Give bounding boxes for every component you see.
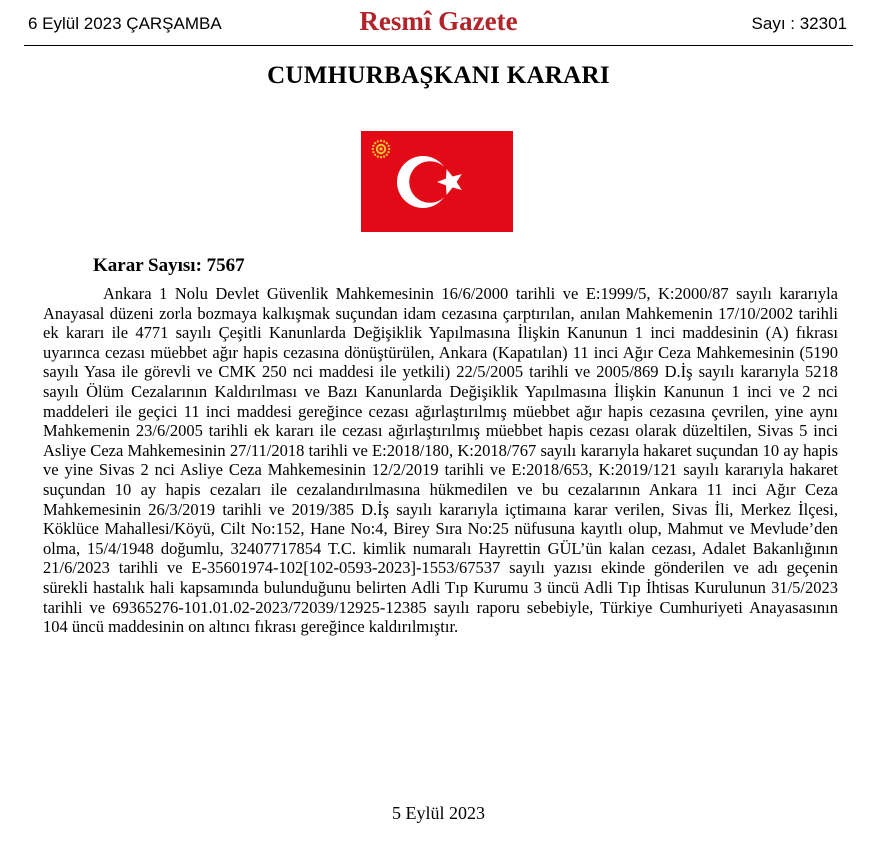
seal-star: [388, 148, 390, 150]
decision-number: Karar Sayısı: 7567: [93, 255, 245, 276]
seal-star: [380, 140, 382, 142]
seal-star: [374, 142, 376, 144]
seal-star: [372, 148, 374, 150]
turkish-flag-icon: [361, 131, 513, 232]
seal-star: [387, 145, 389, 147]
seal-star: [377, 155, 379, 157]
decision-date: 5 Eylül 2023: [392, 803, 485, 823]
issue-date: 6 Eylül 2023 ÇARŞAMBA: [28, 14, 222, 33]
header-divider: [24, 45, 853, 46]
seal-star: [386, 142, 388, 144]
seal-star: [383, 155, 385, 157]
seal-star: [377, 140, 379, 142]
issue-number: Sayı : 32301: [751, 14, 847, 33]
decision-title: CUMHURBAŞKANI KARARI: [267, 62, 610, 89]
seal-star: [387, 151, 389, 153]
decision-body: Ankara 1 Nolu Devlet Güvenlik Mahkemesinin 16/6/2000 tarihli ve E:1999/5, K:2000/87 sayılı kararıyla Anayasal düzeni zorla bozmaya kalkışmak suçundan idam cezasına çarptırılan, anılan Mahkemenin 17/10/2002 tarihli ek kararı ile 4771 sayılı Çeşitli Kanunlarda Değişiklik Yapılmasına İlişkin Kanunun 1 inci maddesinin (A) fıkrası uyarınca cezası müebbet ağır hapis cezasına dönüştürülen, Ankara (Kapatılan) 11 inci Ağır Ceza Mahkemesinin (5190 sayılı Yasa ile görevli ve CMK 250 nci maddesi ile yetkili) 22/5/2005 tarihli ve 2005/869 D.İş sayılı kararıyla 5218 sayılı Ölüm Cezalarının Kaldırılması ve Bazı Kanunlarda Değişiklik Yapılmasına İlişkin Kanunun 1 inci ve 2 nci maddeleri ile geçici 11 inci maddesi gereğince cezası ağırlaştırılmış müebbet ağır hapis cezasına çevrilen, yine aynı Mahkemenin 23/6/2005 tarihli ek kararı ile cezası ağırlaştırılmış müebbet hapis cezası olarak düzeltilen, Sivas 5 inci Asliye Ceza Mahkemesinin 27/11/2018 tarihli ve E:2018/180, K:2018/767 sayılı kararıyla hakaret suçundan 10 ay hapis ve yine Sivas 2 nci Asliye Ceza Mahkemesinin 12/2/2019 tarihli ve E:2018/653, K:2019/121 sayılı kararıyla hakaret suçundan 10 ay hapis cezaları ile cezalandırılmasına hükmedilen ve bu cezalarının Ankara 11 inci Ağır Ceza Mahkemesinin 26/3/2019 tarihli ve 2019/385 D.İş sayılı kararıyla içtimaına karar verilen, Sivas İli, Merkez İlçesi, Köklüce Mahallesi/Köyü, Cilt No:152, Hane No:4, Birey Sıra No:25 nüfusuna kayıtlı olup, Mahmut ve Mevlude’den olma, 15/4/1948 doğumlu, 32407717854 T.C. kimlik numaralı Hayrettin GÜL’ün kalan cezası, Adalet Bakanlığının 21/6/2023 tarihli ve E-35601974-102[102-0593-2023]-1553/67537 sayılı yazısı ekinde gönderilen ve adı geçenin sürekli hastalık hali kapsamında bulunduğunu belirten Adli Tıp Kurumu 3 üncü Adli Tıp İhtisas Kurulunun 31/5/2023 tarihli ve 69365276-101.01.02-2023/72039/12925-12385 sayılı raporu sebebiyle, Türkiye Cumhuriyeti Anayasasının 104 üncü maddesinin on altıncı fıkrası gereğince kaldırılmıştır.: [43, 284, 838, 637]
seal-star: [386, 154, 388, 156]
seal-star: [380, 156, 382, 158]
seal-star: [372, 145, 374, 147]
gazette-title: Resmî Gazete: [359, 6, 518, 36]
seal-star: [374, 154, 376, 156]
gazette-header: [0, 0, 877, 46]
seal-star: [383, 140, 385, 142]
seal-star: [372, 151, 374, 153]
